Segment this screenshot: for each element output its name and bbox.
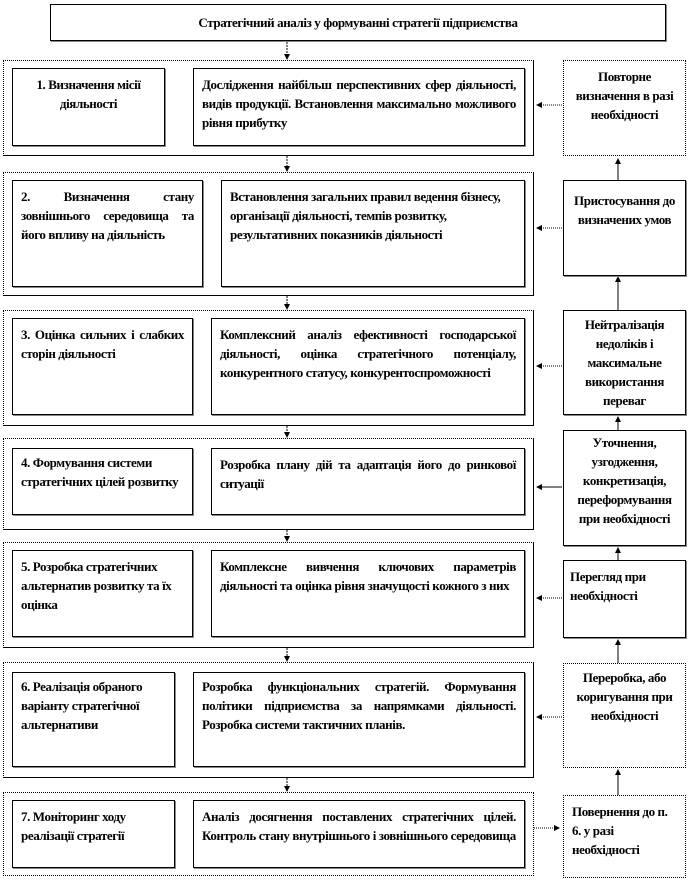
step-3-feedback bbox=[563, 310, 686, 415]
stage-label: 1. Визначення місії діяльності bbox=[36, 77, 141, 111]
stage-label: 5. Розробка стратегічних альтернатив розвитку та їх оцінка bbox=[21, 559, 172, 612]
stage-label: 6. Реалізація обраного варіанту стратегічної альтернативи bbox=[21, 679, 143, 732]
feedback-text: Перегляд при необхідності bbox=[570, 569, 646, 603]
step-7-feedback bbox=[563, 795, 686, 878]
feedback-text: Пристосування до визначених умов bbox=[574, 193, 675, 227]
step-5-description bbox=[211, 550, 525, 637]
step-3-stage bbox=[12, 318, 193, 415]
description-text: Аналіз досягнення поставлених стратегічних цілей. Контроль стану внутрішнього і зовнішнього середовища bbox=[202, 809, 516, 843]
description-text: Комплексний аналіз ефективності господарської діяльності, оцінка стратегічного потенціалу, конкурентного статусу, конкурентоспроможності bbox=[220, 327, 516, 380]
step-6-feedback bbox=[563, 663, 686, 768]
step-5-feedback bbox=[563, 560, 686, 638]
step-5-stage bbox=[12, 550, 193, 637]
step-7-description bbox=[193, 800, 525, 868]
feedback-text: Переробка, або коригування при необхідності bbox=[576, 670, 673, 723]
step-6-description bbox=[193, 672, 525, 767]
description-text: Комплексне вивчення ключових параметрів діяльності та оцінка рівня значущості кожного з них bbox=[220, 559, 516, 593]
stage-label: 3. Оцінка сильних і слабких сторін діяльності bbox=[21, 327, 184, 361]
step-2-stage bbox=[12, 180, 203, 287]
step-3-description bbox=[211, 318, 525, 415]
feedback-text: Повторне визначення в разі необхідності bbox=[575, 69, 674, 122]
step-2-feedback bbox=[563, 180, 686, 276]
description-text: Дослідження найбільш перспективних сфер діяльності, видів продукції. Встановлення максимально можливого рівня прибутку bbox=[202, 77, 516, 130]
description-text: Розробка плану дій та адаптація його до ринкової ситуації bbox=[220, 457, 516, 491]
diagram-title: Стратегічний аналіз у формуванні стратегії підприємства bbox=[198, 15, 518, 30]
step-4-description bbox=[211, 448, 525, 515]
step-1-feedback bbox=[563, 60, 686, 156]
stage-label: 7. Моніторинг ходу реалізації стратегії bbox=[21, 809, 126, 843]
step-1-stage bbox=[12, 68, 165, 146]
step-4-stage bbox=[12, 448, 193, 515]
step-2-description bbox=[221, 180, 525, 287]
feedback-arrows bbox=[534, 105, 562, 828]
step-1-description bbox=[193, 68, 525, 146]
feedback-text: Уточнення, узгодження, конкретизація, переформування при необхідності bbox=[577, 435, 672, 526]
step-4-feedback bbox=[563, 430, 686, 546]
description-text: Встановлення загальних правил ведення бізнесу, організації діяльності, темпів розвитку, результативних показників діяльності bbox=[230, 189, 501, 242]
stage-label: 4. Формування системи стратегічних цілей розвитку bbox=[21, 455, 179, 489]
stage-label: 2. Визначення стану зовнішнього середовища та його впливу на діяльність bbox=[21, 189, 194, 242]
title-box bbox=[50, 4, 666, 41]
step-6-stage bbox=[12, 672, 175, 767]
feedback-text: Повернення до п. 6. у разі необхідності bbox=[572, 804, 668, 857]
feedback-text: Нейтралізація недоліків і максимальне використання переваг bbox=[584, 317, 665, 408]
description-text: Розробка функціональних стратегій. Формування політики підприємства за напрямками діяльності. Розробка системи тактичних планів. bbox=[202, 679, 516, 732]
step-7-stage bbox=[12, 800, 175, 868]
